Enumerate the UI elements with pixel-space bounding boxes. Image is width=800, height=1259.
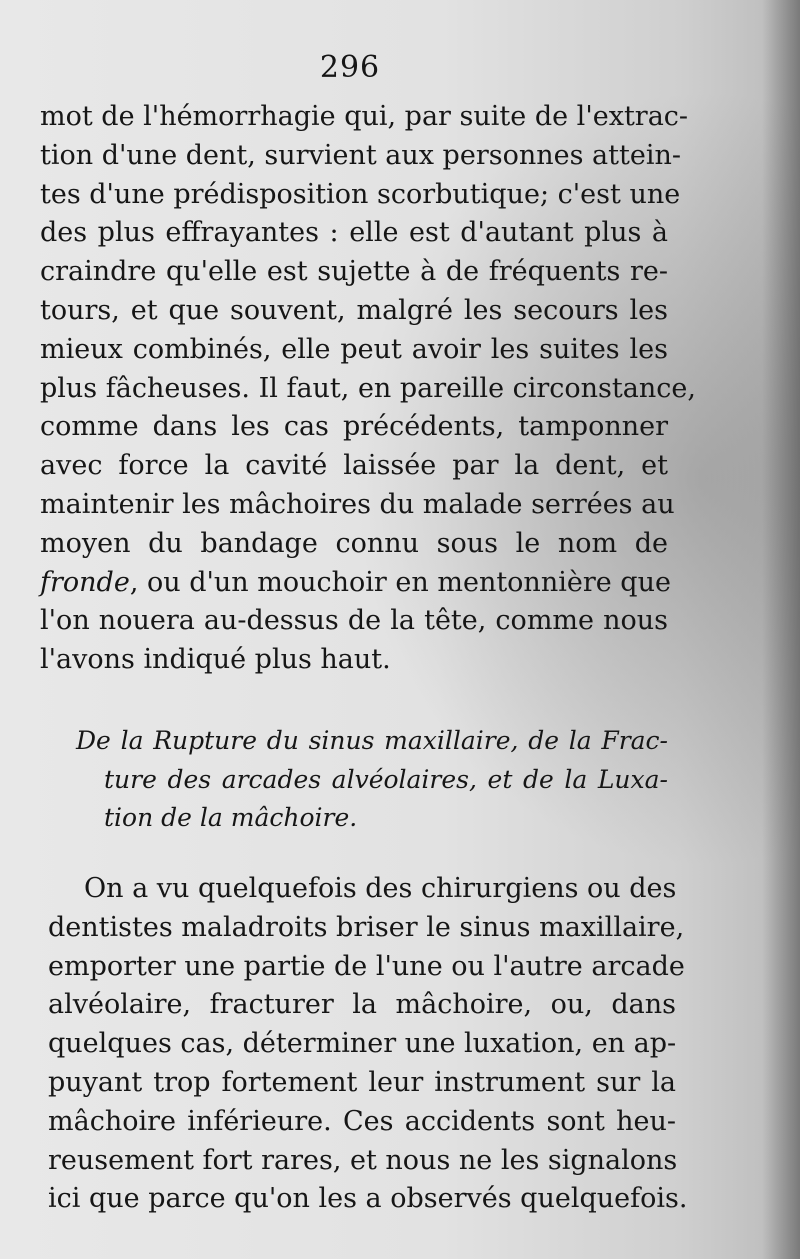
text-line: On a vu quelquefois des chirurgiens ou des <box>84 873 677 904</box>
text-line: avec force la cavité laissée par la dent, et <box>40 450 668 482</box>
text-line: tours, et que souvent, malgré les secours les <box>40 294 668 326</box>
heading-line: tion de la mâchoire. <box>104 803 358 832</box>
text-line: plus fâcheuses. Il faut, en pareille circonstance, <box>40 372 696 404</box>
text-line: quelques cas, déterminer une luxation, en ap- <box>48 1028 677 1060</box>
text-line: puyant trop fortement leur instrument sur la <box>48 1066 676 1098</box>
text-line: dentistes maladroits briser le sinus maxillaire, <box>48 911 685 943</box>
text-line: maintenir les mâchoires du malade serrées au <box>40 488 675 520</box>
text-line: l'avons indiqué plus haut. <box>40 644 391 676</box>
text-line: mieux combinés, elle peut avoir les suites les <box>40 333 668 365</box>
text-run: , ou d'un mouchoir en mentonnière que <box>129 566 671 598</box>
section-heading <box>76 722 668 838</box>
text-line: tes d'une prédisposition scorbutique; c'est une <box>40 178 681 210</box>
text-line: mot de l'hémorrhagie qui, par suite de l'extrac- <box>40 101 689 132</box>
text-line: ici que parce qu'on les a observés quelquefois. <box>48 1183 688 1215</box>
text-line: emporter une partie de l'une ou l'autre arcade <box>48 950 685 982</box>
paragraph-accidents <box>48 870 688 1219</box>
page-number: 296 <box>319 50 381 85</box>
text-line: reusement fort rares, et nous ne les signalons <box>48 1144 678 1176</box>
text-line: tion d'une dent, survient aux personnes attein- <box>40 139 681 171</box>
text-line: des plus effrayantes : elle est d'autant plus à <box>40 217 668 249</box>
heading-line: ture des arcades alvéolaires, et de la Luxa- <box>104 764 668 794</box>
italic-term-fronde: fronde <box>40 566 130 598</box>
text-line: mâchoire inférieure. Ces accidents sont heu- <box>48 1105 676 1137</box>
text-line: comme dans les cas précédents, tamponner <box>40 411 668 443</box>
text-line: l'on nouera au-dessus de la tête, comme nous <box>40 605 668 637</box>
paragraph-hemorrhage <box>40 98 696 680</box>
text-line: moyen du bandage connu sous le nom de <box>40 527 668 559</box>
heading-line: De la Rupture du sinus maxillaire, de la Frac- <box>76 726 668 755</box>
text-line: craindre qu'elle est sujette à de fréquents re- <box>40 256 668 288</box>
text-line <box>40 564 671 603</box>
text-line: alvéolaire, fracturer la mâchoire, ou, dans <box>48 989 676 1021</box>
page-edge-shadow <box>762 0 800 1259</box>
